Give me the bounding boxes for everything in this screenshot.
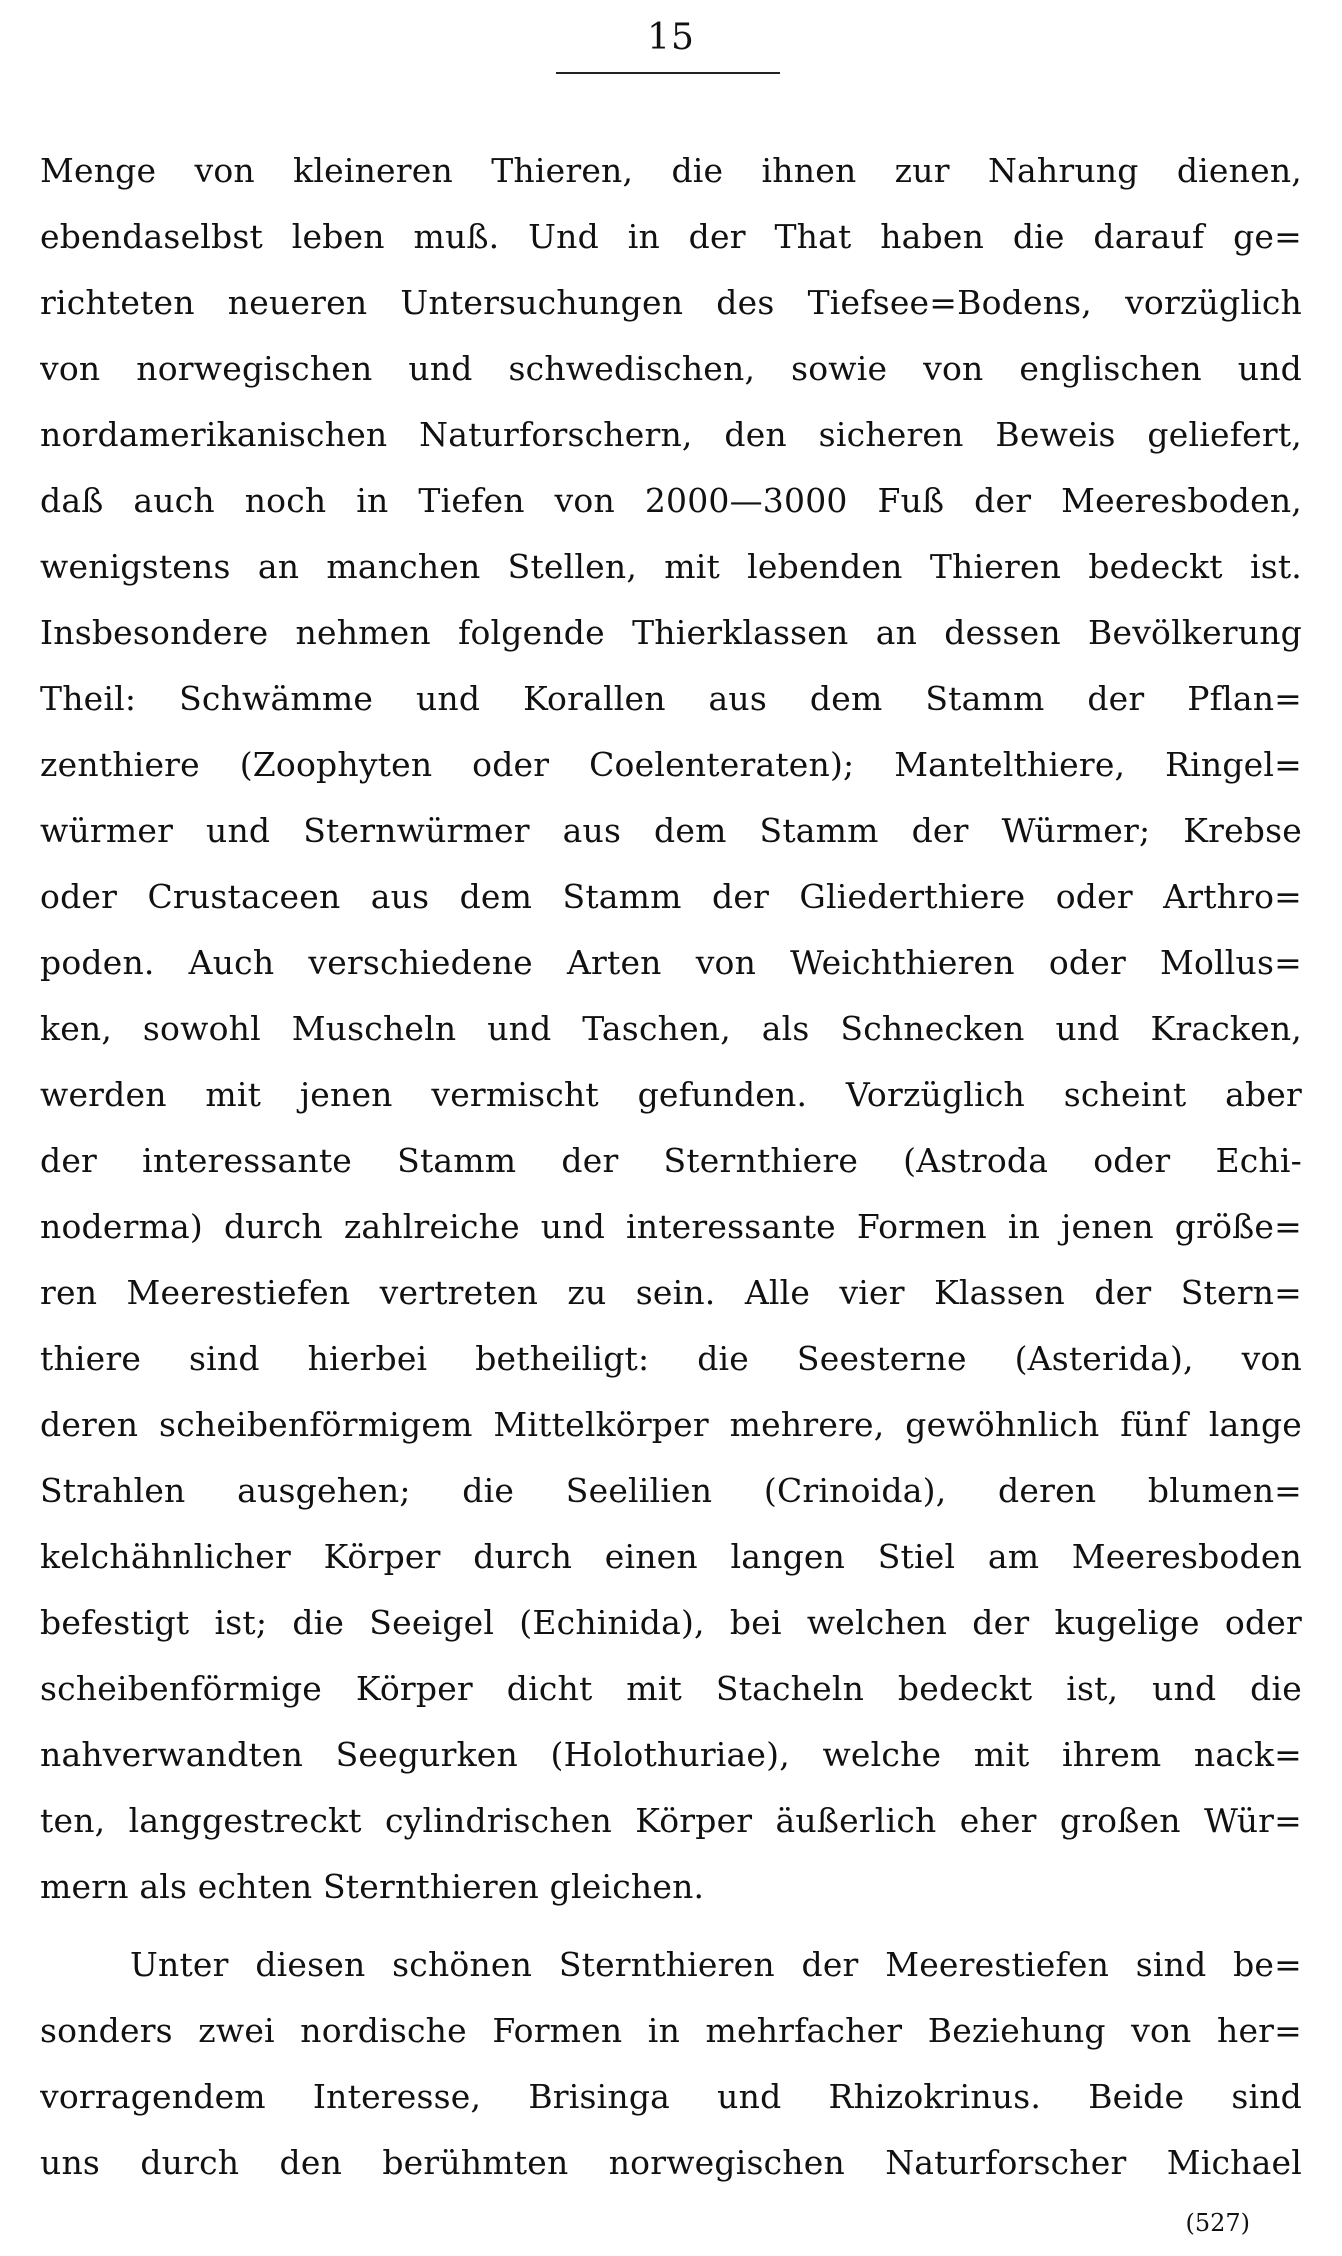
page-signature: (527) <box>1185 2209 1250 2237</box>
text-line: der interessante Stamm der Sternthiere (Astroda oder Echi- <box>40 1141 1302 1180</box>
header-rule <box>556 72 780 74</box>
text-line: poden. Auch verschiedene Arten von Weichthieren oder Mollus= <box>40 943 1302 982</box>
text-line: Strahlen ausgehen; die Seelilien (Crinoida), deren blumen= <box>40 1471 1302 1510</box>
text-line: zenthiere (Zoophyten oder Coelenteraten); Mantelthiere, Ringel= <box>40 745 1302 784</box>
text-line: ten, langgestreckt cylindrischen Körper äußerlich eher großen Wür= <box>40 1801 1302 1840</box>
text-line: nordamerikanischen Naturforschern, den sicheren Beweis geliefert, <box>40 415 1302 454</box>
text-line: kelchähnlicher Körper durch einen langen Stiel am Meeresboden <box>40 1537 1302 1576</box>
paragraph-last-line: mern als echten Sternthieren gleichen. <box>40 1867 705 1906</box>
text-line: thiere sind hierbei betheiligt: die Seesterne (Asterida), von <box>40 1339 1302 1378</box>
text-line: daß auch noch in Tiefen von 2000—3000 Fuß der Meeresboden, <box>40 481 1302 520</box>
text-line: nahverwandten Seegurken (Holothuriae), welche mit ihrem nack= <box>40 1735 1302 1774</box>
text-line: Menge von kleineren Thieren, die ihnen zur Nahrung dienen, <box>40 151 1302 190</box>
text-line: scheibenförmige Körper dicht mit Stacheln bedeckt ist, und die <box>40 1669 1302 1708</box>
body-text <box>40 138 1302 2196</box>
text-line: von norwegischen und schwedischen, sowie von englischen und <box>40 349 1302 388</box>
text-line: deren scheibenförmigem Mittelkörper mehrere, gewöhnlich fünf lange <box>40 1405 1302 1444</box>
text-line: werden mit jenen vermischt gefunden. Vorzüglich scheint aber <box>40 1075 1302 1114</box>
text-line: ren Meerestiefen vertreten zu sein. Alle vier Klassen der Stern= <box>40 1273 1302 1312</box>
text-line: noderma) durch zahlreiche und interessante Formen in jenen größe= <box>40 1207 1302 1246</box>
text-line: befestigt ist; die Seeigel (Echinida), bei welchen der kugelige oder <box>40 1603 1302 1642</box>
text-line: Insbesondere nehmen folgende Thierklassen an dessen Bevölkerung <box>40 613 1302 652</box>
page-number: 15 <box>647 17 695 58</box>
text-line: ken, sowohl Muscheln und Taschen, als Schnecken und Kracken, <box>40 1009 1302 1048</box>
paragraph-first-line: Unter diesen schönen Sternthieren der Meerestiefen sind be= <box>130 1945 1302 1984</box>
text-line: würmer und Sternwürmer aus dem Stamm der Würmer; Krebse <box>40 811 1302 850</box>
text-line: ebendaselbst leben muß. Und in der That haben die darauf ge= <box>40 217 1302 256</box>
text-line: wenigstens an manchen Stellen, mit lebenden Thieren bedeckt ist. <box>40 547 1302 586</box>
text-line: Theil: Schwämme und Korallen aus dem Stamm der Pflan= <box>40 679 1302 718</box>
text-line: sonders zwei nordische Formen in mehrfacher Beziehung von her= <box>40 2011 1302 2050</box>
text-line: oder Crustaceen aus dem Stamm der Gliederthiere oder Arthro= <box>40 877 1302 916</box>
text-line: uns durch den berühmten norwegischen Naturforscher Michael <box>40 2143 1302 2182</box>
text-line: richteten neueren Untersuchungen des Tiefsee=Bodens, vorzüglich <box>40 283 1302 322</box>
text-line: vorragendem Interesse, Brisinga und Rhizokrinus. Beide sind <box>40 2077 1302 2116</box>
